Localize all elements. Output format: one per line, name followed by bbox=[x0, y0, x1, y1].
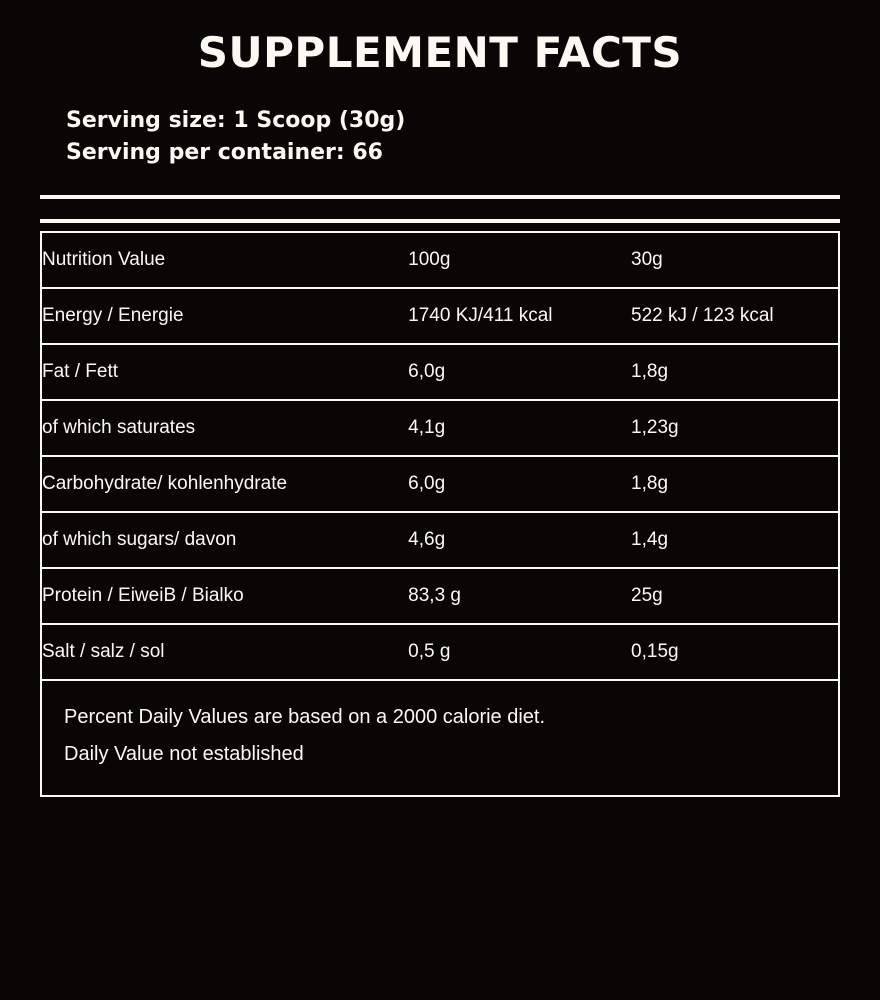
column-header-100g: 100g bbox=[408, 233, 631, 288]
row-label: Fat / Fett bbox=[42, 344, 408, 400]
nutrition-table-container bbox=[40, 231, 840, 681]
divider-second bbox=[40, 219, 840, 223]
row-value-100g: 6,0g bbox=[408, 344, 631, 400]
row-label: Energy / Energie bbox=[42, 288, 408, 344]
column-header-nutrition-value: Nutrition Value bbox=[42, 233, 408, 288]
row-value-100g: 83,3 g bbox=[408, 568, 631, 624]
row-value-30g: 1,23g bbox=[631, 400, 838, 456]
row-label: Salt / salz / sol bbox=[42, 640, 165, 662]
footer-notes bbox=[40, 681, 840, 797]
daily-value-note: Percent Daily Values are based on a 2000 calorie diet. bbox=[64, 705, 546, 728]
row-value-100g: 4,1g bbox=[408, 400, 631, 456]
row-value-100g: 0,5 g bbox=[408, 640, 451, 662]
column-header-30g: 30g bbox=[631, 233, 838, 288]
daily-value-not-established-note: Daily Value not established bbox=[64, 742, 304, 765]
row-value-100g: 1740 KJ/411 kcal bbox=[408, 288, 631, 344]
row-value-30g: 522 kJ / 123 kcal bbox=[631, 288, 838, 344]
row-label: Protein / EiweiB / Bialko bbox=[42, 568, 408, 624]
page-title: SUPPLEMENT FACTS bbox=[197, 28, 683, 77]
row-label: of which saturates bbox=[42, 400, 408, 456]
serving-size-text: Serving size: 1 Scoop (30g) bbox=[66, 108, 406, 133]
row-value-100g: 4,6g bbox=[408, 512, 631, 568]
row-label: Carbohydrate/ kohlenhydrate bbox=[42, 456, 408, 512]
table-row bbox=[42, 400, 838, 456]
table-row bbox=[42, 512, 838, 568]
table-row bbox=[42, 624, 838, 679]
nutrition-table bbox=[42, 233, 838, 679]
row-value-100g: 6,0g bbox=[408, 456, 631, 512]
serving-per-container-text: Serving per container: 66 bbox=[66, 139, 383, 165]
table-row bbox=[42, 568, 838, 624]
row-value-30g: 1,8g bbox=[631, 456, 838, 512]
row-value-30g: 1,4g bbox=[631, 512, 838, 568]
row-label: of which sugars/ davon bbox=[42, 512, 408, 568]
serving-info bbox=[0, 105, 880, 169]
row-value-30g: 0,15g bbox=[631, 640, 679, 662]
table-row bbox=[42, 288, 838, 344]
row-value-30g: 25g bbox=[631, 568, 838, 624]
divider-top bbox=[40, 195, 840, 199]
row-value-30g: 1,8g bbox=[631, 344, 838, 400]
table-row bbox=[42, 456, 838, 512]
table-row bbox=[42, 344, 838, 400]
table-header-row bbox=[42, 233, 838, 288]
